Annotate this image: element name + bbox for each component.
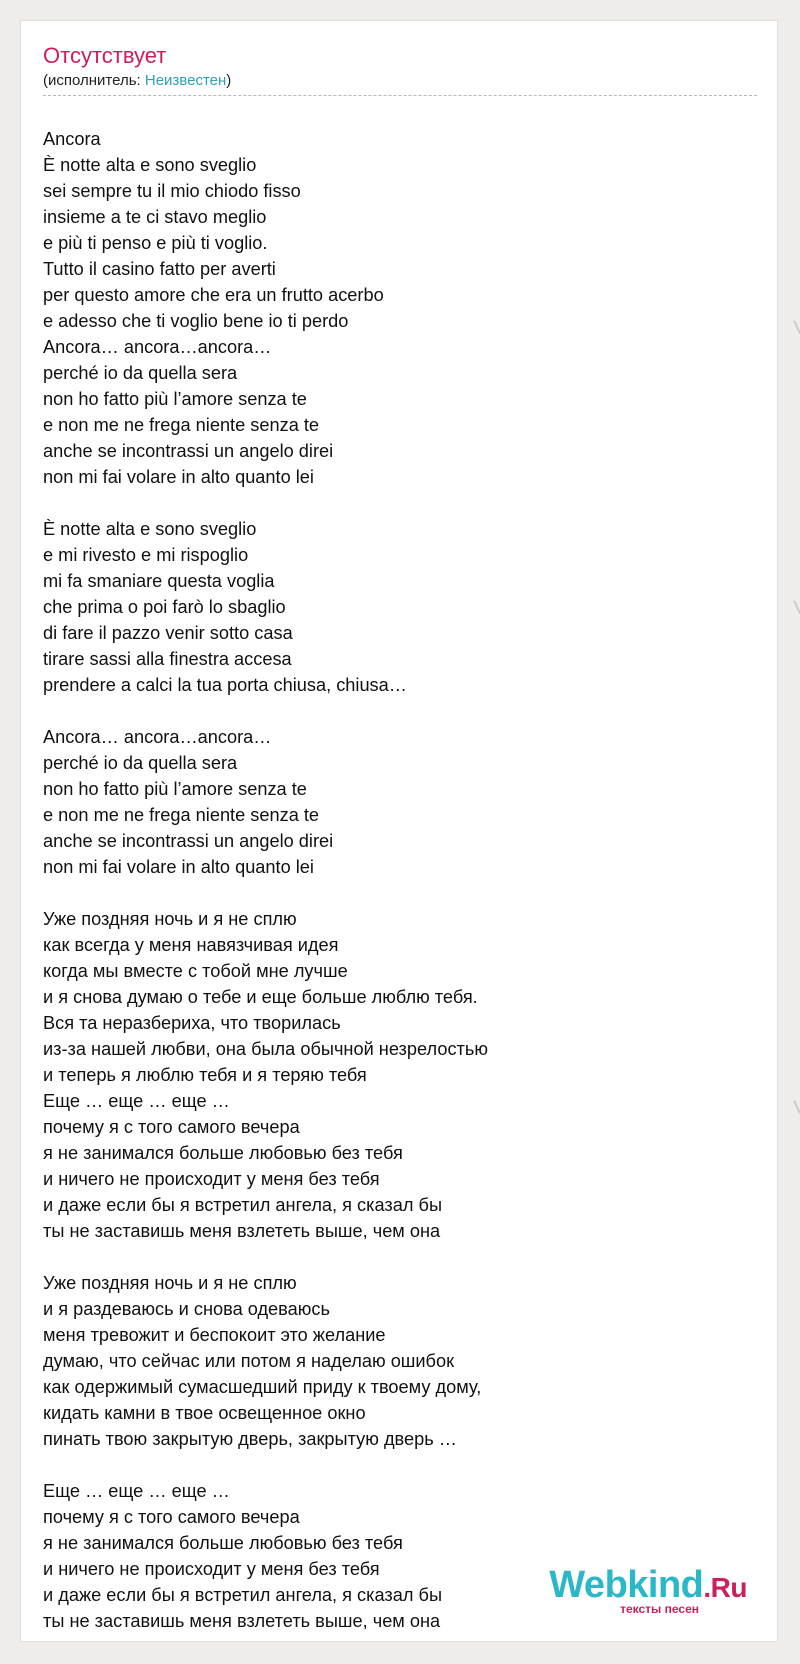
artist-suffix: ) [226,72,232,89]
lyric-line: perché io da quella sera [43,753,238,773]
webkind-logo[interactable] [547,1565,747,1615]
lyric-line: non ho fatto più l’amore senza te [43,779,307,799]
lyric-line: и ничего не происходит у меня без тебя [43,1169,380,1189]
lyric-line: и я раздеваюсь и снова одеваюсь [43,1299,330,1319]
lyric-line: Еще … еще … еще … [43,1091,230,1111]
lyric-line: non mi fai volare in alto quanto lei [43,467,314,487]
lyric-line: insieme a te ci stavo meglio [43,207,267,227]
lyric-line: пинать твою закрытую дверь, закрытую дверь … [43,1429,457,1449]
edge-decoration [793,320,800,334]
lyric-line: думаю, что сейчас или потом я наделаю ошибок [43,1351,455,1371]
lyric-line: tirare sassi alla finestra accesa [43,649,292,669]
lyric-line: почему я с того самого вечера [43,1117,300,1137]
lyric-line: e mi rivesto e mi rispoglio [43,545,249,565]
lyric-line: perché io da quella sera [43,363,238,383]
lyric-line: ты не заставишь меня взлететь выше, чем она [43,1221,441,1241]
lyric-line: как всегда у меня навязчивая идея [43,935,339,955]
lyric-line: Вся та неразбериха, что творилась [43,1013,341,1033]
lyric-line: Ancora… ancora…ancora… [43,727,272,747]
lyric-line: и даже если бы я встретил ангела, я сказал бы [43,1195,443,1215]
artist-prefix: (исполнитель: [43,72,145,89]
lyric-blank-line [43,880,757,906]
lyric-line: я не занимался больше любовью без тебя [43,1143,403,1163]
lyric-line: когда мы вместе с тобой мне лучше [43,961,348,981]
lyric-line: mi fa smaniare questa voglia [43,571,275,591]
lyric-line: и ничего не происходит у меня без тебя [43,1559,380,1579]
lyric-line: Ancora… ancora…ancora… [43,337,272,357]
lyric-line: anche se incontrassi un angelo direi [43,441,334,461]
lyric-line: меня тревожит и беспокоит это желание [43,1325,386,1345]
lyrics-card [20,20,778,1642]
lyric-line: anche se incontrassi un angelo direi [43,831,334,851]
lyric-line: prendere a calci la tua porta chiusa, chiusa… [43,675,407,695]
lyric-line: Уже поздняя ночь и я не сплю [43,909,297,929]
lyric-blank-line [43,490,757,516]
lyric-line: e più ti penso e più ti voglio. [43,233,268,253]
lyric-line: sei sempre tu il mio chiodo fisso [43,181,301,201]
lyric-line: È notte alta e sono sveglio [43,519,257,539]
lyric-line: кидать камни в твое освещенное окно [43,1403,366,1423]
lyric-line: я не занимался больше любовью без тебя [43,1533,403,1553]
lyric-line: di fare il pazzo venir sotto casa [43,623,293,643]
lyric-line: и я снова думаю о тебе и еще больше люблю тебя. [43,987,478,1007]
lyric-line: Tutto il casino fatto per averti [43,259,276,279]
lyric-line: È notte alta e sono sveglio [43,155,257,175]
lyric-blank-line [43,1244,757,1270]
logo-brand: Webkind [549,1564,704,1606]
artist-link[interactable]: Неизвестен [144,72,227,89]
lyric-line: non mi fai volare in alto quanto lei [43,857,314,877]
edge-decoration [793,1100,800,1114]
edge-decoration [793,600,800,614]
lyric-line: и даже если бы я встретил ангела, я сказал бы [43,1585,443,1605]
lyric-line: che prima o poi farò lo sbaglio [43,597,286,617]
lyric-line: Еще … еще … еще … [43,1481,230,1501]
song-title: Отсутствует [43,43,167,68]
lyric-line: per questo amore che era un frutto acerbo [43,285,384,305]
artist-line [43,71,757,96]
lyric-line: Уже поздняя ночь и я не сплю [43,1273,297,1293]
lyric-line: e adesso che ti voglio bene io ti perdo [43,311,349,331]
lyric-line: из-за нашей любви, она была обычной незрелостью [43,1039,488,1059]
lyric-line: как одержимый сумасшедший приду к твоему дому, [43,1377,482,1397]
lyric-line: e non me ne frega niente senza te [43,805,320,825]
song-header [43,43,757,96]
lyric-line: e non me ne frega niente senza te [43,415,320,435]
lyric-line: non ho fatto più l’amore senza te [43,389,307,409]
lyric-blank-line [43,1452,757,1478]
logo-tld: .Ru [703,1572,747,1603]
lyric-line: Ancora [43,129,101,149]
lyric-line: почему я с того самого вечера [43,1507,300,1527]
lyric-line: и теперь я люблю тебя и я теряю тебя [43,1065,367,1085]
logo-tagline: тексты песен [620,1602,699,1616]
lyric-blank-line [43,698,757,724]
lyric-line: ты не заставишь меня взлететь выше, чем она [43,1611,441,1631]
lyrics-text [43,126,757,1634]
